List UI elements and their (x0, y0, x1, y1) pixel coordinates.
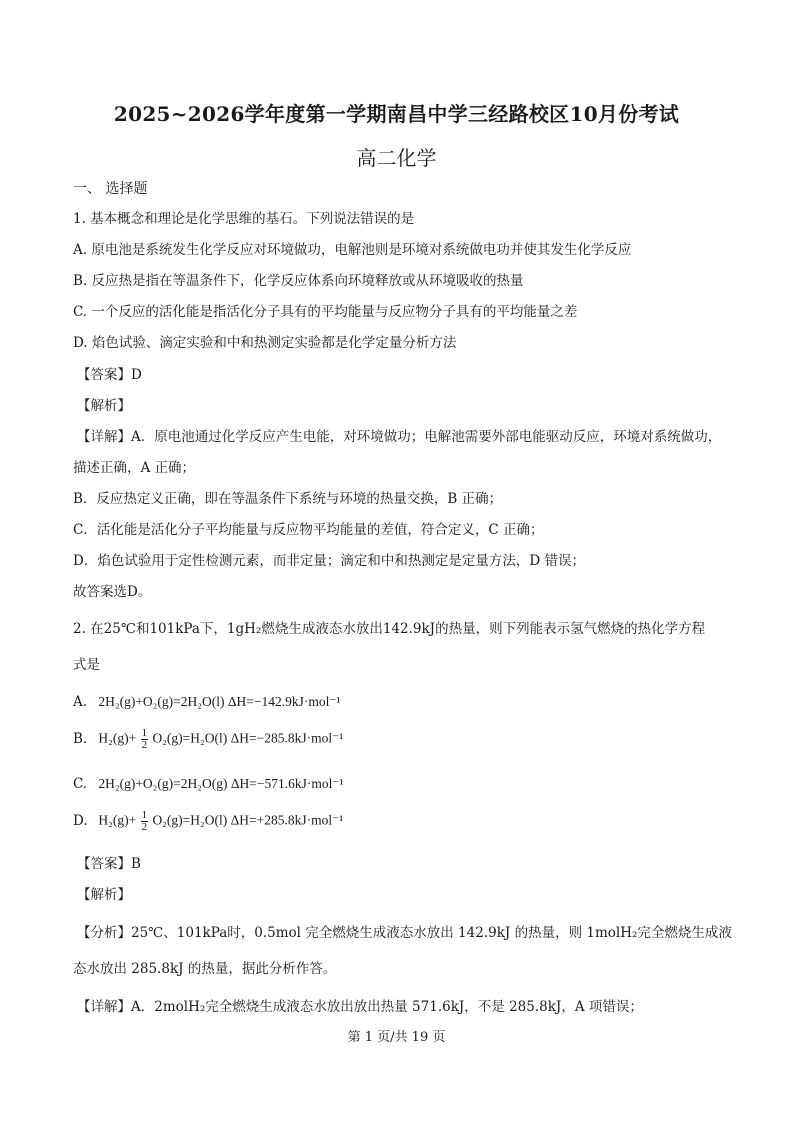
subject-title: 高二化学 (356, 146, 437, 170)
fraction-numerator: 1 (141, 727, 148, 739)
fraction (141, 728, 149, 751)
page-title: 2025~2026学年度第一学期南昌中学三经路校区10月份考试 (113, 102, 680, 126)
q1-detail-d: D．焰色试验用于定性检测元素，而非定量；滴定和中和热测定是定量方法，D 错误； (73, 553, 585, 569)
q2-detail-a: 【详解】A．2molH₂完全燃烧生成液态水放出放出热量 571.6kJ，不是 285.8kJ，A 项错误； (77, 999, 643, 1015)
q1-option-d: D. 焰色试验、滴定实验和中和热测定实验都是化学定量分析方法 (73, 335, 457, 351)
section-heading: 一、 选择题 (73, 181, 148, 197)
q1-detail-a-1: 【详解】A．原电池通过化学反应产生电能，对环境做功；电解池需要外部电能驱动反应，环境对系统做功， (77, 429, 722, 445)
q2-stem-2: 式是 (73, 657, 100, 673)
q1-conclusion: 故答案选D。 (73, 584, 152, 600)
q1-option-b: B. 反应热是指在等温条件下，化学反应体系向环境释放或从环境吸收的热量 (73, 273, 524, 289)
q2-option-c (73, 776, 344, 792)
q1-detail-c: C．活化能是活化分子平均能量与反应物平均能量的差值，符合定义，C 正确； (73, 522, 544, 538)
fraction (141, 810, 149, 833)
equation: 2H₂(g)+O₂(g)=2H₂O(l) ΔH=−142.9kJ·mol⁻¹ (98, 694, 341, 709)
equation-left: H₂(g)+ (98, 812, 137, 828)
option-letter: A. (73, 694, 88, 710)
fraction-denominator: 2 (141, 821, 148, 833)
fraction-denominator: 2 (141, 739, 148, 751)
q1-option-c: C. 一个反应的活化能是指活化分子具有的平均能量与反应物分子具有的平均能量之差 (73, 304, 578, 320)
q1-analysis-label: 【解析】 (77, 398, 131, 414)
q2-option-a (73, 694, 341, 710)
q1-option-a: A. 原电池是系统发生化学反应对环境做功，电解池则是环境对系统做电功并使其发生化学反应 (73, 242, 632, 258)
page-footer: 第 1 页/共 19 页 (347, 1030, 446, 1045)
equation: 2H₂(g)+O₂(g)=2H₂O(g) ΔH=−571.6kJ·mol⁻¹ (98, 776, 344, 791)
option-letter: C. (73, 776, 88, 792)
q1-stem: 1. 基本概念和理论是化学思维的基石。下列说法错误的是 (73, 211, 415, 227)
equation-left: H₂(g)+ (98, 730, 137, 746)
option-letter: D. (73, 812, 88, 829)
q2-stem-1: 2. 在25℃和101kPa下，1gH₂燃烧生成液态水放出142.9kJ的热量，则下列能表示氢气燃烧的热化学方程 (73, 621, 706, 637)
fraction-numerator: 1 (141, 809, 148, 821)
q2-fenxi-2: 态水放出 285.8kJ 的热量，据此分析作答。 (73, 961, 337, 977)
option-letter: B. (73, 730, 88, 747)
equation-right: O₂(g)=H₂O(l) ΔH=−285.8kJ·mol⁻¹ (152, 730, 344, 746)
q2-option-d (73, 810, 343, 833)
q2-answer: 【答案】B (77, 856, 141, 872)
q2-analysis-label: 【解析】 (77, 887, 131, 903)
q1-answer: 【答案】D (77, 367, 142, 383)
q2-fenxi-1: 【分析】25℃、101kPa时，0.5mol 完全燃烧生成液态水放出 142.9kJ 的热量，则 1molH₂完全燃烧生成液 (77, 925, 732, 941)
q2-option-b (73, 728, 343, 751)
equation-right: O₂(g)=H₂O(l) ΔH=+285.8kJ·mol⁻¹ (152, 812, 344, 828)
q1-detail-b: B．反应热定义正确，即在等温条件下系统与环境的热量交换，B 正确； (73, 491, 503, 507)
q1-detail-a-2: 描述正确，A 正确； (73, 460, 196, 476)
